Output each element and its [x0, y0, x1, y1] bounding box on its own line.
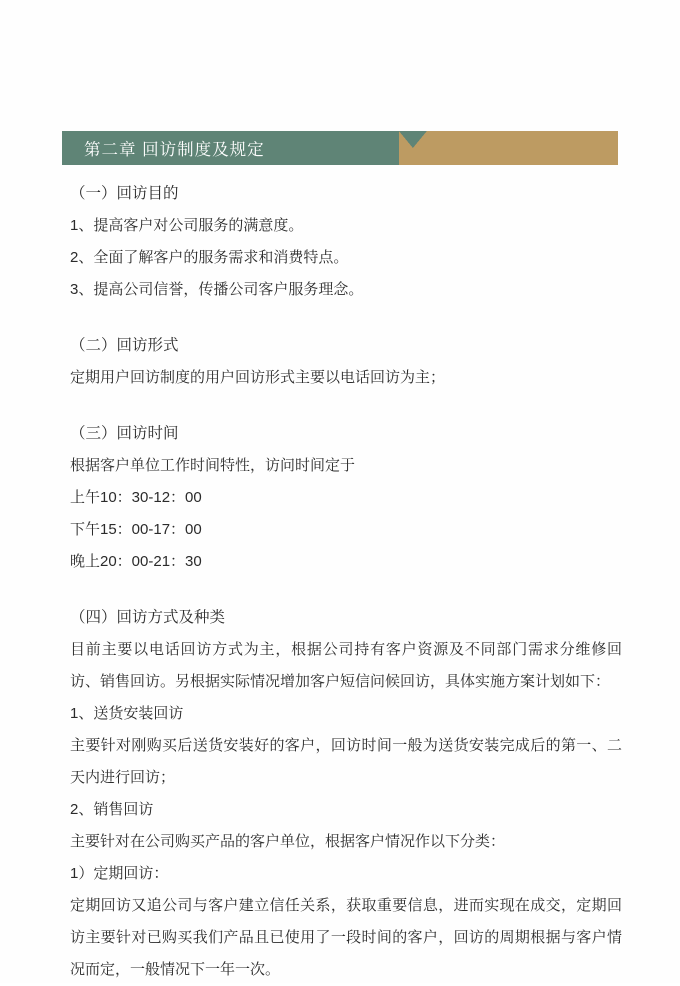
- section-methods-line-3: 主要针对刚购买后送货安装好的客户，回访时间一般为送货安装完成后的第一、二天内进行回访；: [70, 737, 622, 786]
- spacer-2: [62, 394, 622, 418]
- section-methods-line-4: 2、销售回访: [70, 801, 154, 818]
- section-form-heading: （二）回访形式: [70, 337, 179, 354]
- section-methods-line-5: 主要针对在公司购买产品的客户单位，根据客户情况作以下分类：: [70, 833, 506, 850]
- section-methods-line-1: 目前主要以电话回访方式为主，根据公司持有客户资源及不同部门需求分维修回访、销售回访。另根据实际情况增加客户短信问候回访，具体实施方案计划如下：: [70, 641, 622, 690]
- section-form-line-1: 定期用户回访制度的用户回访形式主要以电话回访为主；: [70, 369, 446, 386]
- chapter-band-accent: [427, 131, 618, 165]
- section-methods-line-7: 定期回访又追公司与客户建立信任关系，获取重要信息，进而实现在成交，定期回访主要针对已购买我们产品且已使用了一段时间的客户，回访的周期根据与客户情况而定，一般情况下一年一次。: [70, 897, 622, 978]
- section-time-line-3: 下午15：00-17：00: [70, 521, 202, 538]
- chapter-heading-band: [62, 131, 618, 165]
- section-methods-line-6: 1）定期回访：: [70, 865, 169, 882]
- section-purpose: [62, 178, 622, 306]
- section-purpose-line-2: 2、全面了解客户的服务需求和消费特点。: [70, 249, 349, 266]
- section-time-heading: （三）回访时间: [70, 425, 179, 442]
- chapter-band-wedge: [399, 131, 427, 165]
- chapter-heading-block: [62, 131, 399, 165]
- section-purpose-heading: （一）回访目的: [70, 185, 179, 202]
- section-time-line-1: 根据客户单位工作时间特性，访问时间定于: [70, 457, 356, 474]
- section-methods: [62, 602, 622, 986]
- section-time-line-2: 上午10：30-12：00: [70, 489, 202, 506]
- section-methods-line-2: 1、送货安装回访: [70, 705, 184, 722]
- section-form: [62, 330, 622, 394]
- section-purpose-line-1: 1、提高客户对公司服务的满意度。: [70, 217, 304, 234]
- section-purpose-line-3: 3、提高公司信誉，传播公司客户服务理念。: [70, 281, 364, 298]
- chapter-heading-text: 第二章 回访制度及规定: [84, 141, 265, 159]
- section-time-line-4: 晚上20：00-21：30: [70, 553, 202, 570]
- section-time: [62, 418, 622, 578]
- document-body: [62, 178, 622, 986]
- section-methods-heading: （四）回访方式及种类: [70, 609, 226, 626]
- spacer-1: [62, 306, 622, 330]
- spacer-3: [62, 578, 622, 602]
